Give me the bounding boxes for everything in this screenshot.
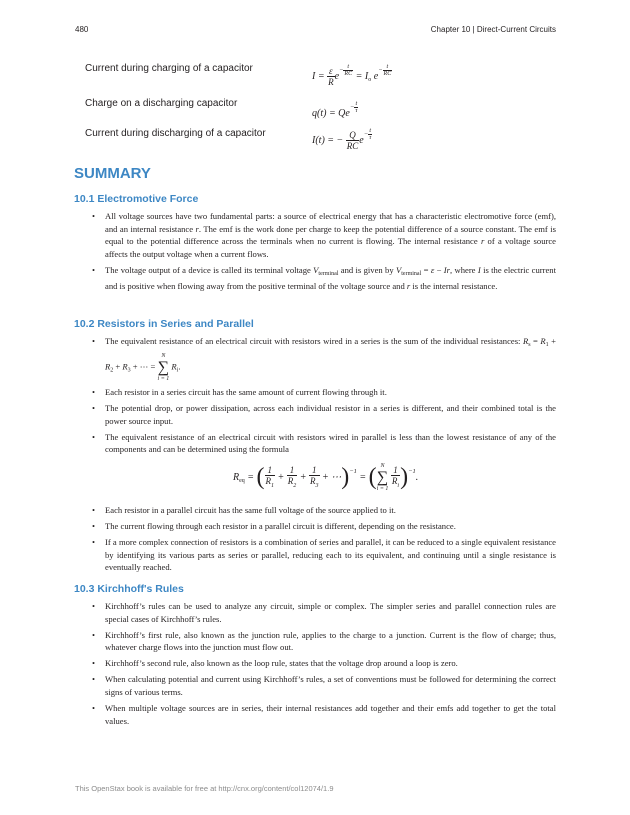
- bullet-item: • All voltage sources have two fundamental parts: a source of electrical energy that has a characteristic electromotive force (emf), and an internal resistance r. The emf is the work done per charge to keep the potential difference of a source constant. The emf is equal to the potential difference across the terminals when no current is flowing. The internal resistance r of a voltage source affects the output voltage when a current flows.: [92, 210, 556, 260]
- bullet-item: • When calculating potential and current using Kirchhoff’s rules, a set of conventions must be followed for determining the correct signs of various terms.: [92, 673, 556, 698]
- bullet-item: • If a more complex connection of resistors is a combination of series and parallel, it can be reduced to a single equivalent resistance by identifying its various parts as series or parallel, reducing each to its equivalent, and continuing until a single resistance is eventually reached.: [92, 536, 556, 574]
- bullet-item: • Kirchhoff’s second rule, also known as the loop rule, states that the voltage drop around a loop is zero.: [92, 657, 556, 670]
- bullet-list-kirchhoff: [92, 600, 556, 731]
- bullet-item: • The equivalent resistance of an electrical circuit with resistors wired in parallel is less than the lowest resistance of any of the components and can be determined using the formula: [92, 431, 556, 456]
- bullet-list-resistors: [92, 335, 556, 578]
- bullet-item: • Kirchhoff’s first rule, also known as the junction rule, applies to the charge to a junction. Current is the flow of charge; thus, whatever charge flows into the junction must flow out.: [92, 629, 556, 654]
- bullet-item: • The equivalent resistance of an electrical circuit with resistors wired in a series is the sum of the individual resistances: $R_s = R_1 + R_2 + R_3$ + ⋯ = N ∑ i = 1 $R_i$.: [92, 335, 556, 383]
- bullet-list-emf: [92, 210, 556, 297]
- equation-label-discharging-current: Current during discharging of a capacitor: [85, 128, 266, 139]
- bullet-item: • Each resistor in a series circuit has the same amount of current flowing through it.: [92, 386, 556, 399]
- section-heading-emf: 10.1 Electromotive Force: [74, 193, 199, 205]
- parallel-resistance-formula: $R_{eq}$ = ( $\frac{1}{R_1}$ + $\frac{1}{R_2}$ + $\frac{1}{R_3}$ + ⋯)$^{-1}$ = ( N ∑ i = 1 $\frac{1}{R_i}$ )$^{-1}$.: [233, 463, 419, 492]
- equation-charging-current: I = $\frac{\varepsilon}{R}$ $e^{- \frac{t}{RC}}$ = $I_o$ $e^{- \frac{t}{RC}}$: [312, 64, 392, 88]
- bullet-item: • The potential drop, or power dissipation, across each individual resistor in a series is different, and their combined total is the power source input.: [92, 402, 556, 427]
- bullet-item: • Each resistor in a parallel circuit has the same full voltage of the source applied to it.: [92, 504, 556, 517]
- equation-label-charging-current: Current during charging of a capacitor: [85, 63, 253, 74]
- bullet-item: • Kirchhoff’s rules can be used to analyze any circuit, simple or complex. The simpler series and parallel connection rules are special cases of Kirchhoff’s rules.: [92, 600, 556, 625]
- equation-discharging-current: I(t) = − $\frac{Q}{RC}$ $e^{- \frac{t}{\tau}}$: [312, 128, 372, 152]
- bullet-item: • When multiple voltage sources are in series, their internal resistances add together and their emfs add together to get the total values.: [92, 702, 556, 727]
- bullet-item: • The voltage output of a device is called its terminal voltage $V_{terminal}$ and is given by $V_{terminal} = \varepsilon - Ir$, where I is the electric current and is positive when flowing away from the positive terminal of the voltage source and r is the internal resistance.: [92, 264, 556, 293]
- equation-discharging-charge: $q(t) = Qe^{- \frac{t}{\tau}}$: [312, 101, 358, 119]
- summary-heading: SUMMARY: [74, 165, 151, 182]
- page-number: 480: [75, 25, 89, 34]
- page-footer: This OpenStax book is available for free at http://cnx.org/content/col12074/1.9: [75, 784, 334, 793]
- bullet-item: • The current flowing through each resistor in a parallel circuit is different, depending on the resistance.: [92, 520, 556, 533]
- section-heading-resistors: 10.2 Resistors in Series and Parallel: [74, 318, 254, 330]
- section-heading-kirchhoff: 10.3 Kirchhoff's Rules: [74, 583, 184, 595]
- equation-label-discharging-charge: Charge on a discharging capacitor: [85, 98, 238, 109]
- chapter-header: Chapter 10 | Direct-Current Circuits: [430, 25, 556, 34]
